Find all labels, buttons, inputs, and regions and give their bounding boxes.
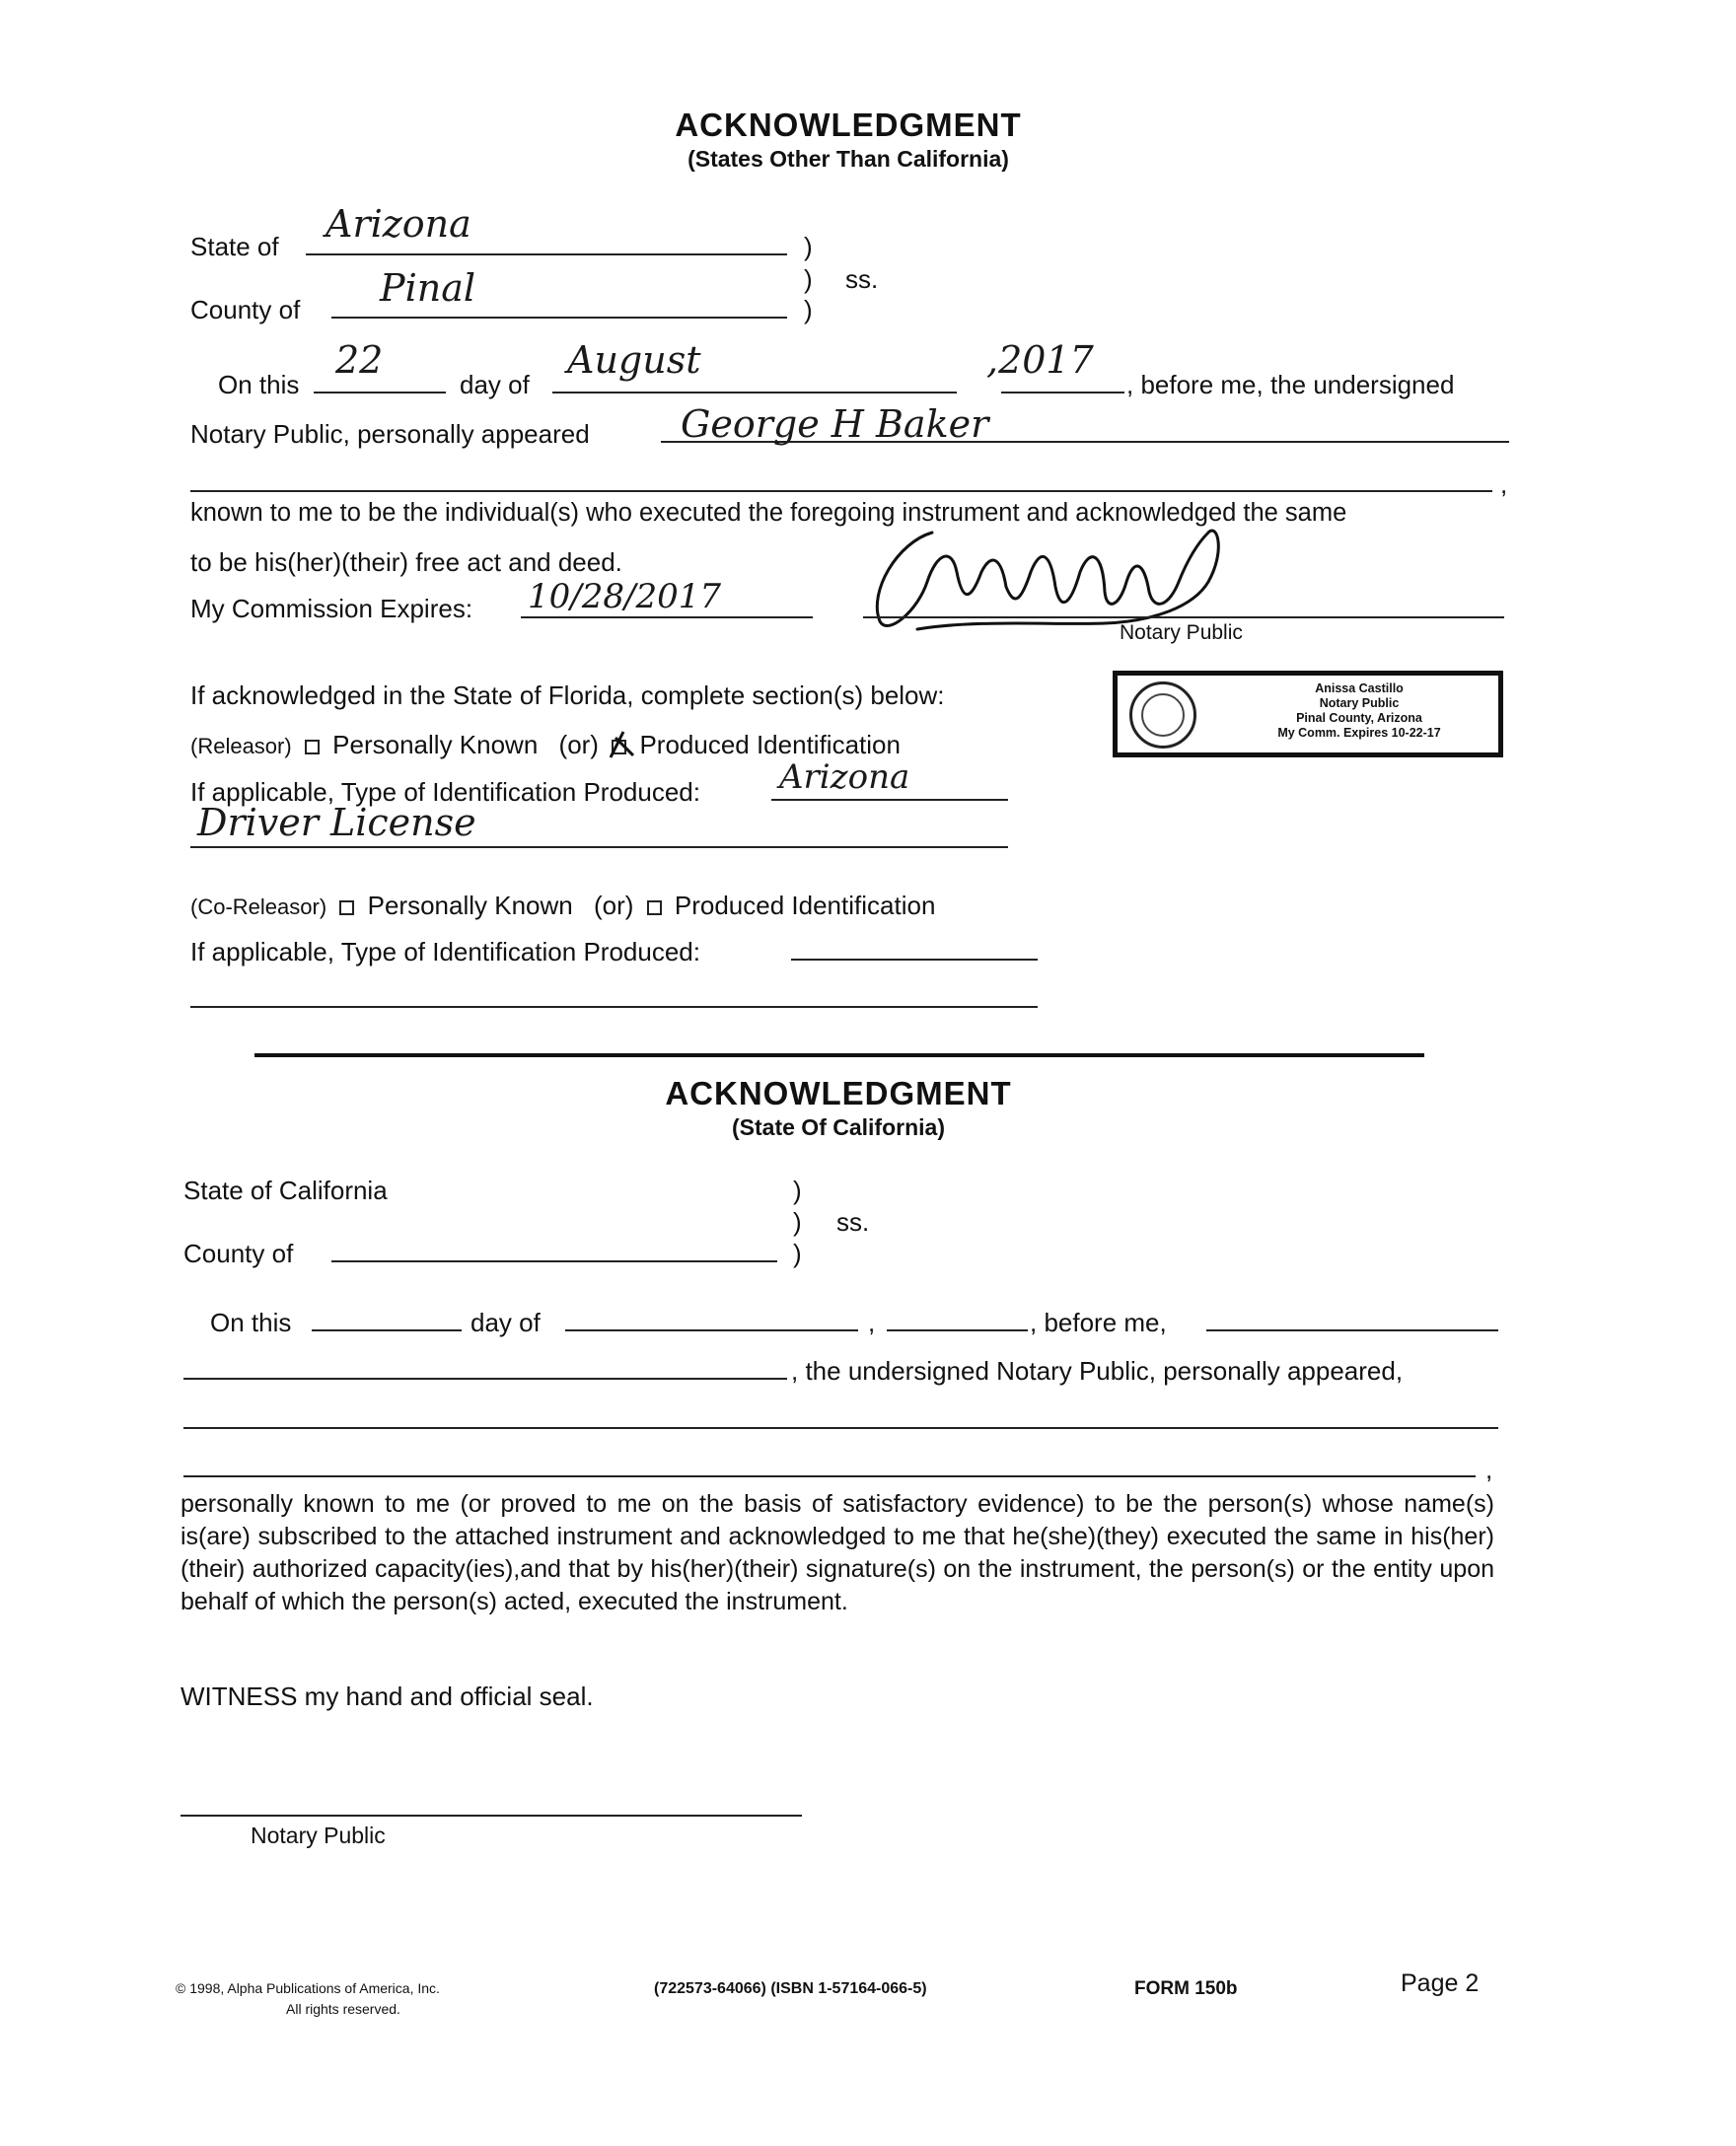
day-handwritten: 22 bbox=[335, 338, 384, 382]
blank-line-1 bbox=[190, 490, 1492, 492]
footer-copyright: © 1998, Alpha Publications of America, Inc. bbox=[176, 1980, 440, 1996]
county-handwritten: Pinal bbox=[380, 266, 476, 310]
paren-1: ) bbox=[804, 232, 813, 261]
type-of-id-label-2: If applicable, Type of Identification Produced: bbox=[190, 937, 700, 966]
florida-text: If acknowledged in the State of Florida, complete section(s) below: bbox=[190, 680, 945, 710]
releasor-row bbox=[190, 730, 901, 760]
coreleasor-id-line bbox=[791, 959, 1038, 961]
before-me-text: , before me, the undersigned bbox=[1126, 370, 1455, 399]
id-value-1-handwritten: Arizona bbox=[779, 757, 910, 797]
stamp-name: Anissa Castillo bbox=[1315, 681, 1404, 695]
day-line bbox=[314, 392, 446, 393]
bottom-subtitle: (State Of California) bbox=[732, 1114, 945, 1140]
stamp-text bbox=[1226, 681, 1492, 741]
commission-handwritten: 10/28/2017 bbox=[528, 577, 721, 616]
footer-form: FORM 150b bbox=[1134, 1978, 1238, 1999]
ca-comma-2: , bbox=[1485, 1455, 1493, 1484]
coreleasor-row bbox=[190, 891, 935, 921]
state-handwritten: Arizona bbox=[326, 202, 471, 246]
paren-2: ) bbox=[804, 264, 813, 294]
paren-3: ) bbox=[804, 295, 813, 324]
commission-label: My Commission Expires: bbox=[190, 594, 473, 623]
month-handwritten: August bbox=[567, 338, 701, 382]
ca-state-label: State of California bbox=[183, 1176, 388, 1205]
ca-undersigned-text: , the undersigned Notary Public, personally appeared, bbox=[791, 1356, 1404, 1386]
state-label: State of bbox=[190, 232, 279, 261]
ca-appeared-line bbox=[183, 1378, 787, 1380]
stamp-expiration: My Comm. Expires 10-22-17 bbox=[1277, 726, 1441, 740]
coreleasor-or-label: (or) bbox=[593, 891, 634, 920]
month-line bbox=[552, 392, 957, 393]
releasor-produced-id-label: Produced Identification bbox=[639, 730, 901, 759]
ca-year-line bbox=[887, 1329, 1028, 1331]
notary-signature-line bbox=[863, 616, 1504, 618]
day-of-label: day of bbox=[460, 370, 530, 399]
footer-isbn: (722573-64066) (ISBN 1-57164-066-5) bbox=[654, 1980, 927, 1997]
releasor-personally-known-label: Personally Known bbox=[332, 730, 539, 759]
stamp-title: Notary Public bbox=[1319, 696, 1400, 710]
ca-on-this-label: On this bbox=[210, 1308, 292, 1337]
county-label: County of bbox=[190, 295, 301, 324]
year-handwritten: ,2017 bbox=[986, 338, 1094, 382]
state-seal-icon bbox=[1129, 681, 1196, 749]
id-value-2-handwritten: Driver License bbox=[197, 801, 476, 844]
ca-county-line bbox=[331, 1260, 777, 1262]
ca-ss-label: ss. bbox=[836, 1207, 870, 1237]
appeared-name-handwritten: George H Baker bbox=[681, 402, 989, 446]
top-subtitle: (States Other Than California) bbox=[687, 146, 1009, 172]
ca-notary-public-label: Notary Public bbox=[251, 1823, 386, 1848]
footer-rights: All rights reserved. bbox=[286, 2001, 400, 2017]
ca-paren-3: ) bbox=[793, 1239, 802, 1268]
comma: , bbox=[1500, 469, 1508, 499]
ca-before-me-text: , before me, bbox=[1030, 1308, 1167, 1337]
ca-comma: , bbox=[868, 1308, 876, 1337]
state-line bbox=[306, 253, 787, 255]
footer-page: Page 2 bbox=[1401, 1969, 1480, 1997]
coreleasor-personally-known-checkbox[interactable] bbox=[339, 900, 354, 915]
ca-day-of-label: day of bbox=[470, 1308, 541, 1337]
bottom-title: ACKNOWLEDGMENT bbox=[665, 1075, 1012, 1111]
section-divider bbox=[254, 1053, 1424, 1057]
releasor-produced-id-checkbox[interactable] bbox=[612, 740, 626, 754]
ca-blank-line-2 bbox=[183, 1475, 1476, 1477]
on-this-label: On this bbox=[218, 370, 300, 399]
coreleasor-produced-id-checkbox[interactable] bbox=[647, 900, 662, 915]
ca-before-me-line bbox=[1206, 1329, 1498, 1331]
type-of-id-line bbox=[771, 799, 1008, 801]
top-title: ACKNOWLEDGMENT bbox=[675, 107, 1022, 143]
ca-paren-2: ) bbox=[793, 1207, 802, 1237]
coreleasor-label: (Co-Releasor) bbox=[190, 894, 327, 919]
releasor-personally-known-checkbox[interactable] bbox=[305, 740, 320, 754]
commission-line bbox=[521, 616, 813, 618]
notary-stamp bbox=[1113, 671, 1503, 757]
type-of-id-line-2 bbox=[190, 846, 1008, 848]
free-act-text: to be his(her)(their) free act and deed. bbox=[190, 547, 622, 577]
year-line bbox=[1001, 392, 1124, 393]
type-of-id-label: If applicable, Type of Identification Produced: bbox=[190, 777, 700, 807]
ca-paren-1: ) bbox=[793, 1176, 802, 1205]
releasor-label: (Releasor) bbox=[190, 734, 292, 758]
ca-county-label: County of bbox=[183, 1239, 294, 1268]
personally-appeared-label: Notary Public, personally appeared bbox=[190, 419, 590, 449]
ca-acknowledgment-paragraph: personally known to me (or proved to me on the basis of satisfactory evidence) to be the person(s) whose name(s) is(are) subscribed to the attached instrument and acknowledged to me that he(she)(they) executed the same in his(her)(their) authorized capacity(ies),and that by his(her)(their) signature(s) on the instrument, the person(s) or the entity upon behalf of which the person(s) acted, executed the instrument. bbox=[181, 1490, 1494, 1615]
witness-text: WITNESS my hand and official seal. bbox=[181, 1681, 594, 1711]
ca-signature-line bbox=[181, 1815, 802, 1817]
coreleasor-id-line-2 bbox=[190, 1006, 1038, 1008]
notary-public-label: Notary Public bbox=[1120, 621, 1243, 644]
county-line bbox=[331, 317, 787, 319]
ca-month-line bbox=[565, 1329, 858, 1331]
ca-blank-line-1 bbox=[183, 1427, 1498, 1429]
check-mark-icon bbox=[608, 730, 637, 761]
coreleasor-produced-id-label: Produced Identification bbox=[674, 891, 936, 920]
coreleasor-personally-known-label: Personally Known bbox=[367, 891, 573, 920]
releasor-or-label: (or) bbox=[558, 730, 599, 759]
ca-day-line bbox=[312, 1329, 462, 1331]
known-text: known to me to be the individual(s) who executed the foregoing instrument and acknowledged the same bbox=[190, 499, 1347, 527]
stamp-county: Pinal County, Arizona bbox=[1296, 711, 1422, 725]
ss-label: ss. bbox=[845, 264, 879, 294]
